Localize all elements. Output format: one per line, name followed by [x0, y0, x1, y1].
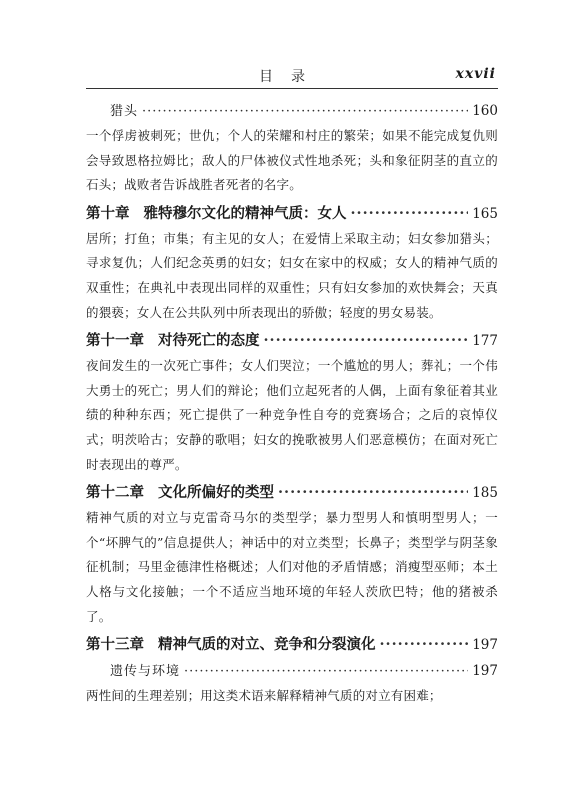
toc-entry-description: 夜间发生的一次死亡事件；女人们哭泣；一个尴尬的男人；葬礼；一个伟大勇士的死亡；男人们的辩论；他们立起死者的人偶，上面有象征着其业绩的种种东西；死亡提供了一种竞争性自夸的竞赛场合；之后的哀悼仪式；明茨哈古；安静的歌唱；妇女的挽歌被男人们恶意模仿；在面对死亡时表现出的尊严。: [86, 358, 498, 472]
table-of-contents: [86, 98, 498, 709]
running-head: [86, 64, 496, 88]
toc-chapter-heading: [86, 480, 274, 506]
toc-page-number: 197: [472, 637, 498, 654]
toc-page-number: 177: [472, 333, 498, 350]
dot-leader: [380, 632, 469, 658]
toc-page-number: 185: [472, 485, 498, 502]
dot-leader: [142, 99, 468, 124]
page-folio: xxvii: [455, 66, 496, 82]
running-head-title: 目录: [259, 69, 323, 85]
toc-chapter-entry[interactable]: [86, 328, 498, 354]
dot-leader: [278, 480, 468, 506]
chapter-number: 第十一章: [86, 332, 144, 350]
toc-chapter-heading: [86, 632, 376, 658]
toc-chapter-heading: [86, 201, 347, 227]
toc-section-entry[interactable]: [86, 98, 498, 124]
header-rule: [86, 88, 498, 89]
toc-chapter-entry[interactable]: [86, 632, 498, 658]
chapter-title: 文化所偏好的类型: [158, 484, 274, 502]
chapter-title: 对待死亡的态度: [158, 332, 260, 350]
toc-page-number: 160: [472, 103, 498, 119]
dot-leader: [351, 201, 469, 227]
chapter-number: 第十二章: [86, 484, 144, 502]
dot-leader: [184, 659, 468, 684]
chapter-title: 精神气质的对立、竞争和分裂演化: [158, 636, 376, 654]
toc-entry-description: 居所；打鱼；市集；有主见的女人；在爱情上采取主动；妇女参加猎头；寻求复仇；人们纪念英勇的妇女；妇女在家中的权威；女人的精神气质的双重性；在典礼中表现出同样的双重性；只有妇女参加的欢快舞会；天真的猥亵；女人在公共队列中所表现出的骄傲；轻度的男女易装。: [86, 230, 498, 320]
chapter-number: 第十三章: [86, 636, 144, 654]
toc-section-entry[interactable]: [86, 658, 498, 684]
toc-page-number: 165: [472, 205, 498, 222]
toc-entry-description: 一个俘虏被刺死；世仇；个人的荣耀和村庄的繁荣；如果不能完成复仇则会导致恩格拉姆比；敌人的尸体被仪式性地杀死；头和象征阴茎的直立的石头；战败者告诉战胜者死者的名字。: [86, 128, 498, 193]
toc-page-number: 197: [472, 663, 498, 680]
chapter-number: 第十章: [86, 204, 130, 222]
toc-chapter-heading: [86, 328, 260, 354]
toc-entry-description: 精神气质的对立与克雷奇马尔的类型学；暴力型男人和慎明型男人；一个“坏脾气的”信息提供人；神话中的对立类型；长鼻子；类型学与阴茎象征机制；马里金德津性格概述；人们对他的矛盾情感；消瘦型巫师；本土人格与文化接触；一个不适应当地环境的年轻人茨欣巴特；他的猪被杀了。: [86, 510, 498, 624]
toc-section-title: 遗传与环境: [110, 664, 181, 680]
chapter-title: 雅特穆尔文化的精神气质：女人: [143, 204, 347, 222]
toc-chapter-entry[interactable]: [86, 480, 498, 506]
toc-section-title: 猎头: [110, 104, 139, 119]
dot-leader: [264, 328, 469, 354]
toc-entry-description: 两性间的生理差别；用这类术语来解释精神气质的对立有困难；: [86, 688, 442, 704]
toc-chapter-entry[interactable]: [86, 201, 498, 227]
